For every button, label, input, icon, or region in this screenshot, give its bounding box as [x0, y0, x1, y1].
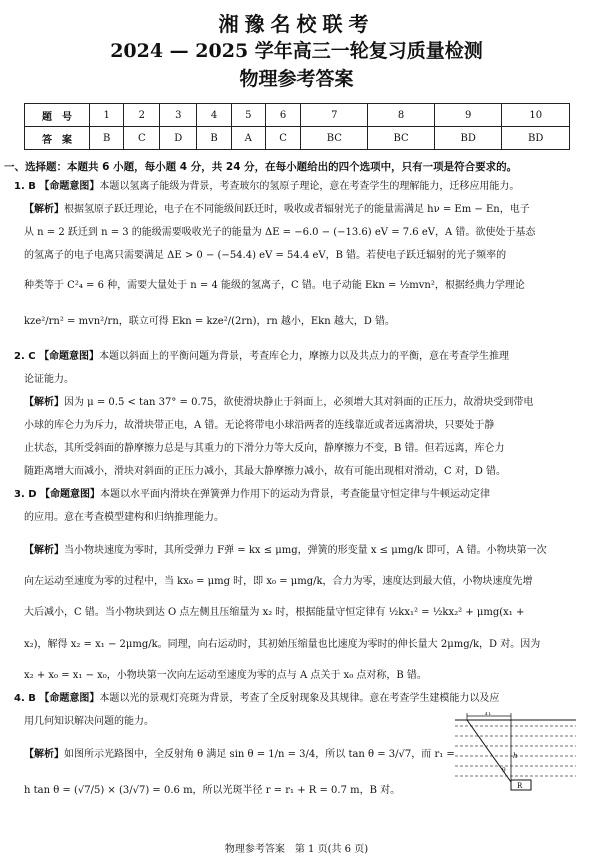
q3-analysis-tag: 【解析】	[24, 545, 64, 556]
answer-row	[25, 127, 570, 150]
question-number-label: 题 号	[25, 104, 90, 127]
q1-analysis-line	[24, 203, 530, 217]
answer-cell: A	[231, 127, 265, 150]
label-R: R	[517, 782, 523, 790]
q1-analysis-text: 根据氢原子跃迁理论，电子在不同能级间跃迁时，吸收或者辐射光子的能量需满足 hν = Em − En，电子	[64, 204, 530, 215]
label-theta: θ	[502, 767, 506, 774]
q2-analysis-line	[24, 396, 533, 410]
answer-cell: BD	[502, 127, 570, 150]
q2-number: 2. C	[14, 351, 40, 362]
q1-intent-text: 本题以氢离子能级为背景，考查玻尔的氢原子理论，意在考查学生的理解能力，迁移应用能力。	[99, 181, 520, 192]
q4-analysis-tag: 【解析】	[24, 749, 64, 760]
q2-analysis-tag: 【解析】	[24, 397, 64, 408]
q1-line: kze²/rn² = mvn²/rn，联立可得 Ekn = kze²/(2rn)，rn 越小，Ekn 越大，D 错。	[24, 316, 396, 327]
question-number: 7	[301, 104, 368, 127]
q3-intent-tag: 【命题意图】	[40, 489, 101, 500]
answer-cell: BC	[301, 127, 368, 150]
q4-analysis-line	[24, 748, 455, 762]
question-number: 5	[231, 104, 265, 127]
q3-line: x₂ + x₀ = x₁ − x₀，小物块第一次向左运动至速度为零的点与 A 点关于 x₀ 点对称，B 错。	[24, 670, 427, 681]
water-lines	[455, 726, 576, 776]
section-heading: 一、选择题：本题共 6 小题，每小题 4 分，共 24 分，在每小题给出的四个选项中，只有一项是符合要求的。	[4, 161, 518, 173]
title-answers: 物理参考答案	[239, 68, 354, 90]
answer-cell: D	[160, 127, 197, 150]
answer-label: 答 案	[25, 127, 90, 150]
q1-line: 从 n = 2 跃迁到 n = 3 的能级需要吸收光子的能量为 ΔE = −6.0 − (−13.6) eV = 7.6 eV，A 错。欲使处于基态	[24, 227, 536, 238]
q4-intent-tag: 【命题意图】	[39, 693, 100, 704]
q1-analysis-tag: 【解析】	[24, 204, 64, 215]
question-number-row	[25, 104, 570, 127]
q2-intent-text: 本题以斜面上的平衡问题为背景，考查库仑力，摩擦力以及共点力的平衡，意在考查学生推理	[99, 351, 510, 362]
q3-line: 向左运动至速度为零的过程中，当 kx₀ = μmg 时，即 x₀ = μmg/k，合力为零，速度达到最大值，小物块速度先增	[24, 576, 533, 587]
q3-intent-line	[14, 488, 490, 502]
q3-analysis-text: 当小物块速度为零时，其所受弹力 F弹 = kx ≤ μmg，弹簧的形变量 x ≤ μmg/k 即可，A 错。小物块第一次	[64, 545, 547, 556]
q3-line: 大后减小，C 错。当小物块到达 O 点左侧且压缩量为 x₂ 时，根据能量守恒定律有 ½kx₁² = ½kx₂² + μmg(x₁ +	[24, 607, 525, 618]
answer-table	[24, 103, 570, 150]
q2-intent-line	[14, 350, 509, 364]
q1-intent-tag: 【命题意图】	[39, 181, 100, 192]
question-number: 4	[197, 104, 231, 127]
q2-intent-tag: 【命题意图】	[39, 351, 100, 362]
q3-analysis-line	[24, 544, 547, 558]
q2-line: 止状态，其所受斜面的静摩擦力总是与其重力的下滑分力等大反向，静摩擦力不变，B 错。但若远离，库仑力	[24, 443, 505, 454]
label-h: h	[513, 752, 518, 760]
q4-number: 4. B	[14, 693, 40, 704]
question-number: 3	[160, 104, 197, 127]
q1-number: 1. B	[14, 181, 40, 192]
q1-line: 种类等于 C²₄ = 6 种，需要大量处于 n = 4 能级的氢离子，C 错。电子动能 Ekn = ½mvn²，根据经典力学理论	[24, 280, 525, 291]
q1-line: 的氢离子的电子电离只需要满足 ΔE > 0 − (−54.4) eV = 54.4 eV，B 错。若使电子跃迁辐射的光子频率的	[24, 250, 507, 261]
q3-intent-text: 本题以水平面内滑块在弹簧弹力作用下的运动为背景，考查能量守恒定律与牛顿运动定律	[100, 489, 491, 500]
question-number: 6	[265, 104, 301, 127]
title-union: 湘豫名校联考	[218, 12, 375, 36]
answer-cell: C	[124, 127, 160, 150]
q4-analysis-text: 如图所示光路图中，全反射角 θ 满足 sin θ = 1/n = 3/4，所以 tan θ = 3/√7，而 r₁ =	[64, 749, 455, 760]
q4-line: h tan θ = (√7/5) × (3/√7) = 0.6 m，所以光斑半径 r = r₁ + R = 0.7 m，B 对。	[24, 785, 401, 796]
page-footer: 物理参考答案 第 1 页(共 6 页)	[224, 844, 369, 855]
question-number: 8	[368, 104, 435, 127]
answer-cell: BD	[434, 127, 502, 150]
q4-intent-line	[14, 692, 499, 706]
q4-intent-text: 本题以光的景观灯亮斑为背景，考查了全反射现象及其规律。意在考查学生建模能力以及应	[99, 693, 500, 704]
title-exam: 2024 — 2025 学年高三一轮复习质量检测	[110, 40, 483, 62]
answer-cell: BC	[368, 127, 435, 150]
answer-cell: C	[265, 127, 301, 150]
label-r1: r₁	[485, 712, 492, 717]
q2-line: 随距离增大而减小，滑块对斜面的正压力减小，其最大静摩擦力减小，故有可能出现相对滑动，C 对，D 错。	[24, 466, 507, 477]
q2-line: 小球的库仑力为斥力，故滑块带正电，A 错。无论将带电小球沿两者的连线靠近或者远离滑块，只要处于静	[24, 420, 495, 431]
q4-line: 用几何知识解决问题的能力。	[24, 716, 154, 727]
question-number: 9	[434, 104, 502, 127]
question-number: 2	[124, 104, 160, 127]
q3-line: x₂)，解得 x₂ = x₁ − 2μmg/k。同理，向右运动时，其初始压缩量也比速度为零时的伸长量大 2μmg/k，D 对。因为	[24, 639, 541, 650]
answer-cell: B	[197, 127, 231, 150]
question-number: 10	[502, 104, 570, 127]
answer-cell: B	[90, 127, 124, 150]
q2-analysis-text: 因为 μ = 0.5 < tan 37° = 0.75，欲使滑块静止于斜面上，必须增大其对斜面的正压力，故滑块受到带电	[64, 397, 534, 408]
q2-line: 论证能力。	[24, 374, 74, 385]
q3-line: 的应用。意在考查模型建构和归纳推理能力。	[24, 512, 224, 523]
question-number: 1	[90, 104, 124, 127]
q3-number: 3. D	[14, 489, 41, 500]
q1-intent-line	[14, 180, 519, 194]
light-path-diagram	[453, 712, 578, 794]
